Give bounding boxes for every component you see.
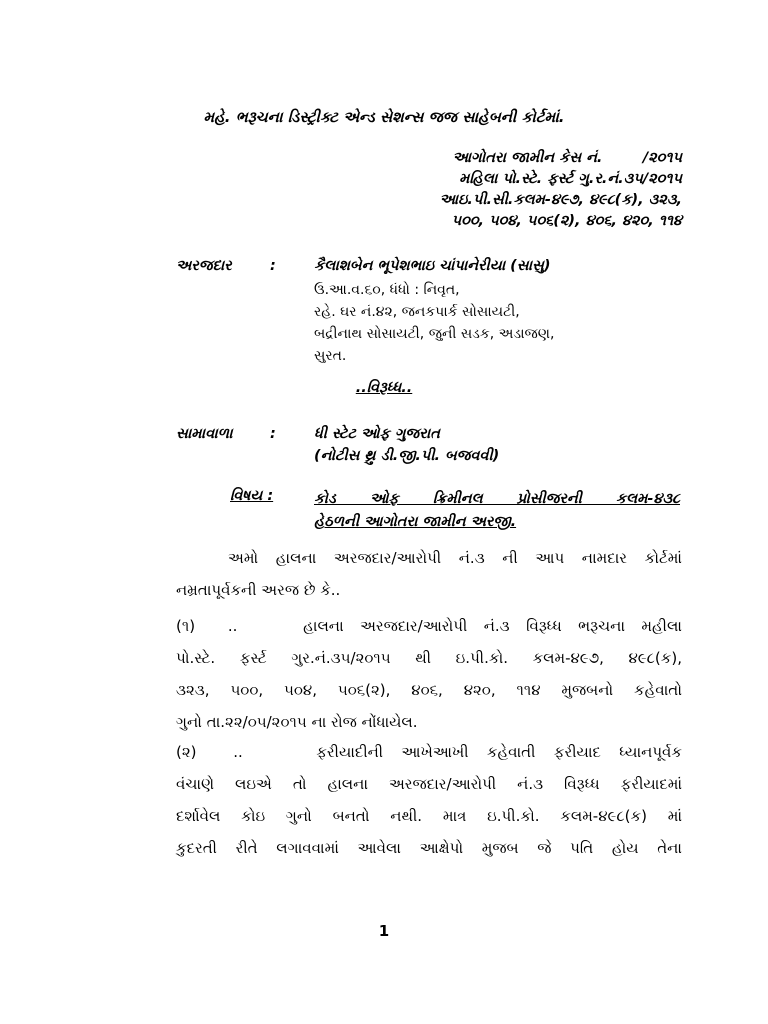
subject-line-2: હેઠળની આગોતરા જામીન અરજી. <box>314 514 517 530</box>
paragraph-1 <box>176 610 682 738</box>
court-title: મહે. ભરૂચના ડિસ્ટ્રીક્ટ એન્ડ સેશન્સ જજ સાહેબની કોર્ટમાં. <box>203 108 565 126</box>
page-number: 1 <box>378 922 390 940</box>
subject-line-1: કોડ ઓફ ક્રિમીનલ પ્રોસીજરની કલમ-૪૩૮ <box>314 491 680 507</box>
applicant-address-1: રહે. ઘર નં.૪૨, જનકપાર્ક સોસાયટી, <box>314 304 520 320</box>
applicant-city: સુરત. <box>314 348 347 364</box>
case-number-line: આગોતરા જામીન કેસ નં. /૨૦૧૫ <box>452 150 682 166</box>
applicant-name: કૈલાશબેન ભૂપેશભાઇ ચાંપાનેરીયા (સાસુ) <box>314 258 551 274</box>
applicant-age-occupation: ઉ.આ.વ.૬૦, ધંધો : નિવૃત, <box>314 282 460 298</box>
p2-line-3: દર્શાવેલ કોઇ ગુનો બનતો નથી. માત્ર ઇ.પી.કો. કલમ-૪૯૮(ક) માં <box>176 807 682 825</box>
applicant-details <box>314 279 554 367</box>
p2-line-2: વંચાણે લઇએ તો હાલના અરજદાર/આરોપી નં.૩ વિરૂધ્ધ ફરીયાદમાં <box>176 775 682 793</box>
p1-line-1: (૧) .. હાલના અરજદાર/આરોપી નં.૩ વિરૂધ્ધ ભરૂચના મહીલા <box>176 617 682 635</box>
case-info-block <box>330 148 682 232</box>
p2-line-1: (૨) .. ફરીયાદીની આખેઆખી કહેવાતી ફરીયાદ ધ્યાનપૂર્વક <box>176 743 682 761</box>
police-station-line: મહિલા પો.સ્ટે. ફર્સ્ટ ગુ.ર.નં.૩૫/૨૦૧૫ <box>459 171 682 187</box>
versus-heading <box>0 380 768 396</box>
subject-label: વિષય : <box>230 488 274 504</box>
paragraph-2 <box>176 736 682 864</box>
applicant-address-2: બદ્રીનાથ સોસાયટી, જુની સડક, અડાજણ, <box>314 326 555 342</box>
intro-line-2: નમ્રતાપૂર્વકની અરજ છે કે.. <box>176 581 341 599</box>
respondent-label: સામાવાળા <box>176 426 233 442</box>
ipc-sections-line-1: આઇ.પી.સી.કલમ-૪૯૭, ૪૯૮(ક), ૩૨૩, <box>439 192 682 208</box>
p2-line-4: કુદરતી રીતે લગાવવામાં આવેલા આક્ષેપો મુજબ જે પતિ હોય તેના <box>176 839 682 857</box>
respondent-name: ધી સ્ટેટ ઓફ ગુજરાત <box>314 426 440 442</box>
p1-line-3: ૩૨૩, ૫૦૦, ૫૦૪, ૫૦૬(૨), ૪૦૬, ૪૨૦, ૧૧૪ મુજબનો કહેવાતો <box>176 681 682 699</box>
applicant-colon: : <box>270 258 276 274</box>
p1-line-2: પો.સ્ટે. ફર્સ્ટ ગુર.નં.૩૫/૨૦૧૫ થી ઇ.પી.કો. કલમ-૪૯૭, ૪૯૮(ક), <box>176 649 682 667</box>
ipc-sections-line-2: ૫૦૦, ૫૦૪, ૫૦૬(૨), ૪૦૬, ૪૨૦, ૧૧૪ <box>451 213 682 229</box>
applicant-label: અરજદાર <box>176 258 232 274</box>
respondent-note: (નોટીસ થ્રુ ડી.જી.પી. બજવવી) <box>314 448 500 464</box>
versus-text: ..વિરૂધ્ધ.. <box>355 380 413 396</box>
p1-line-4: ગુનો તા.૨૨/૦૫/૨૦૧૫ ના રોજ નોંધાયેલ. <box>176 713 418 731</box>
subject-text <box>314 488 680 534</box>
respondent-colon: : <box>270 426 276 442</box>
intro-paragraph <box>176 542 682 606</box>
intro-line-1: અમો હાલના અરજદાર/આરોપી નં.૩ ની આપ નામદાર કોર્ટમાં <box>228 549 682 567</box>
